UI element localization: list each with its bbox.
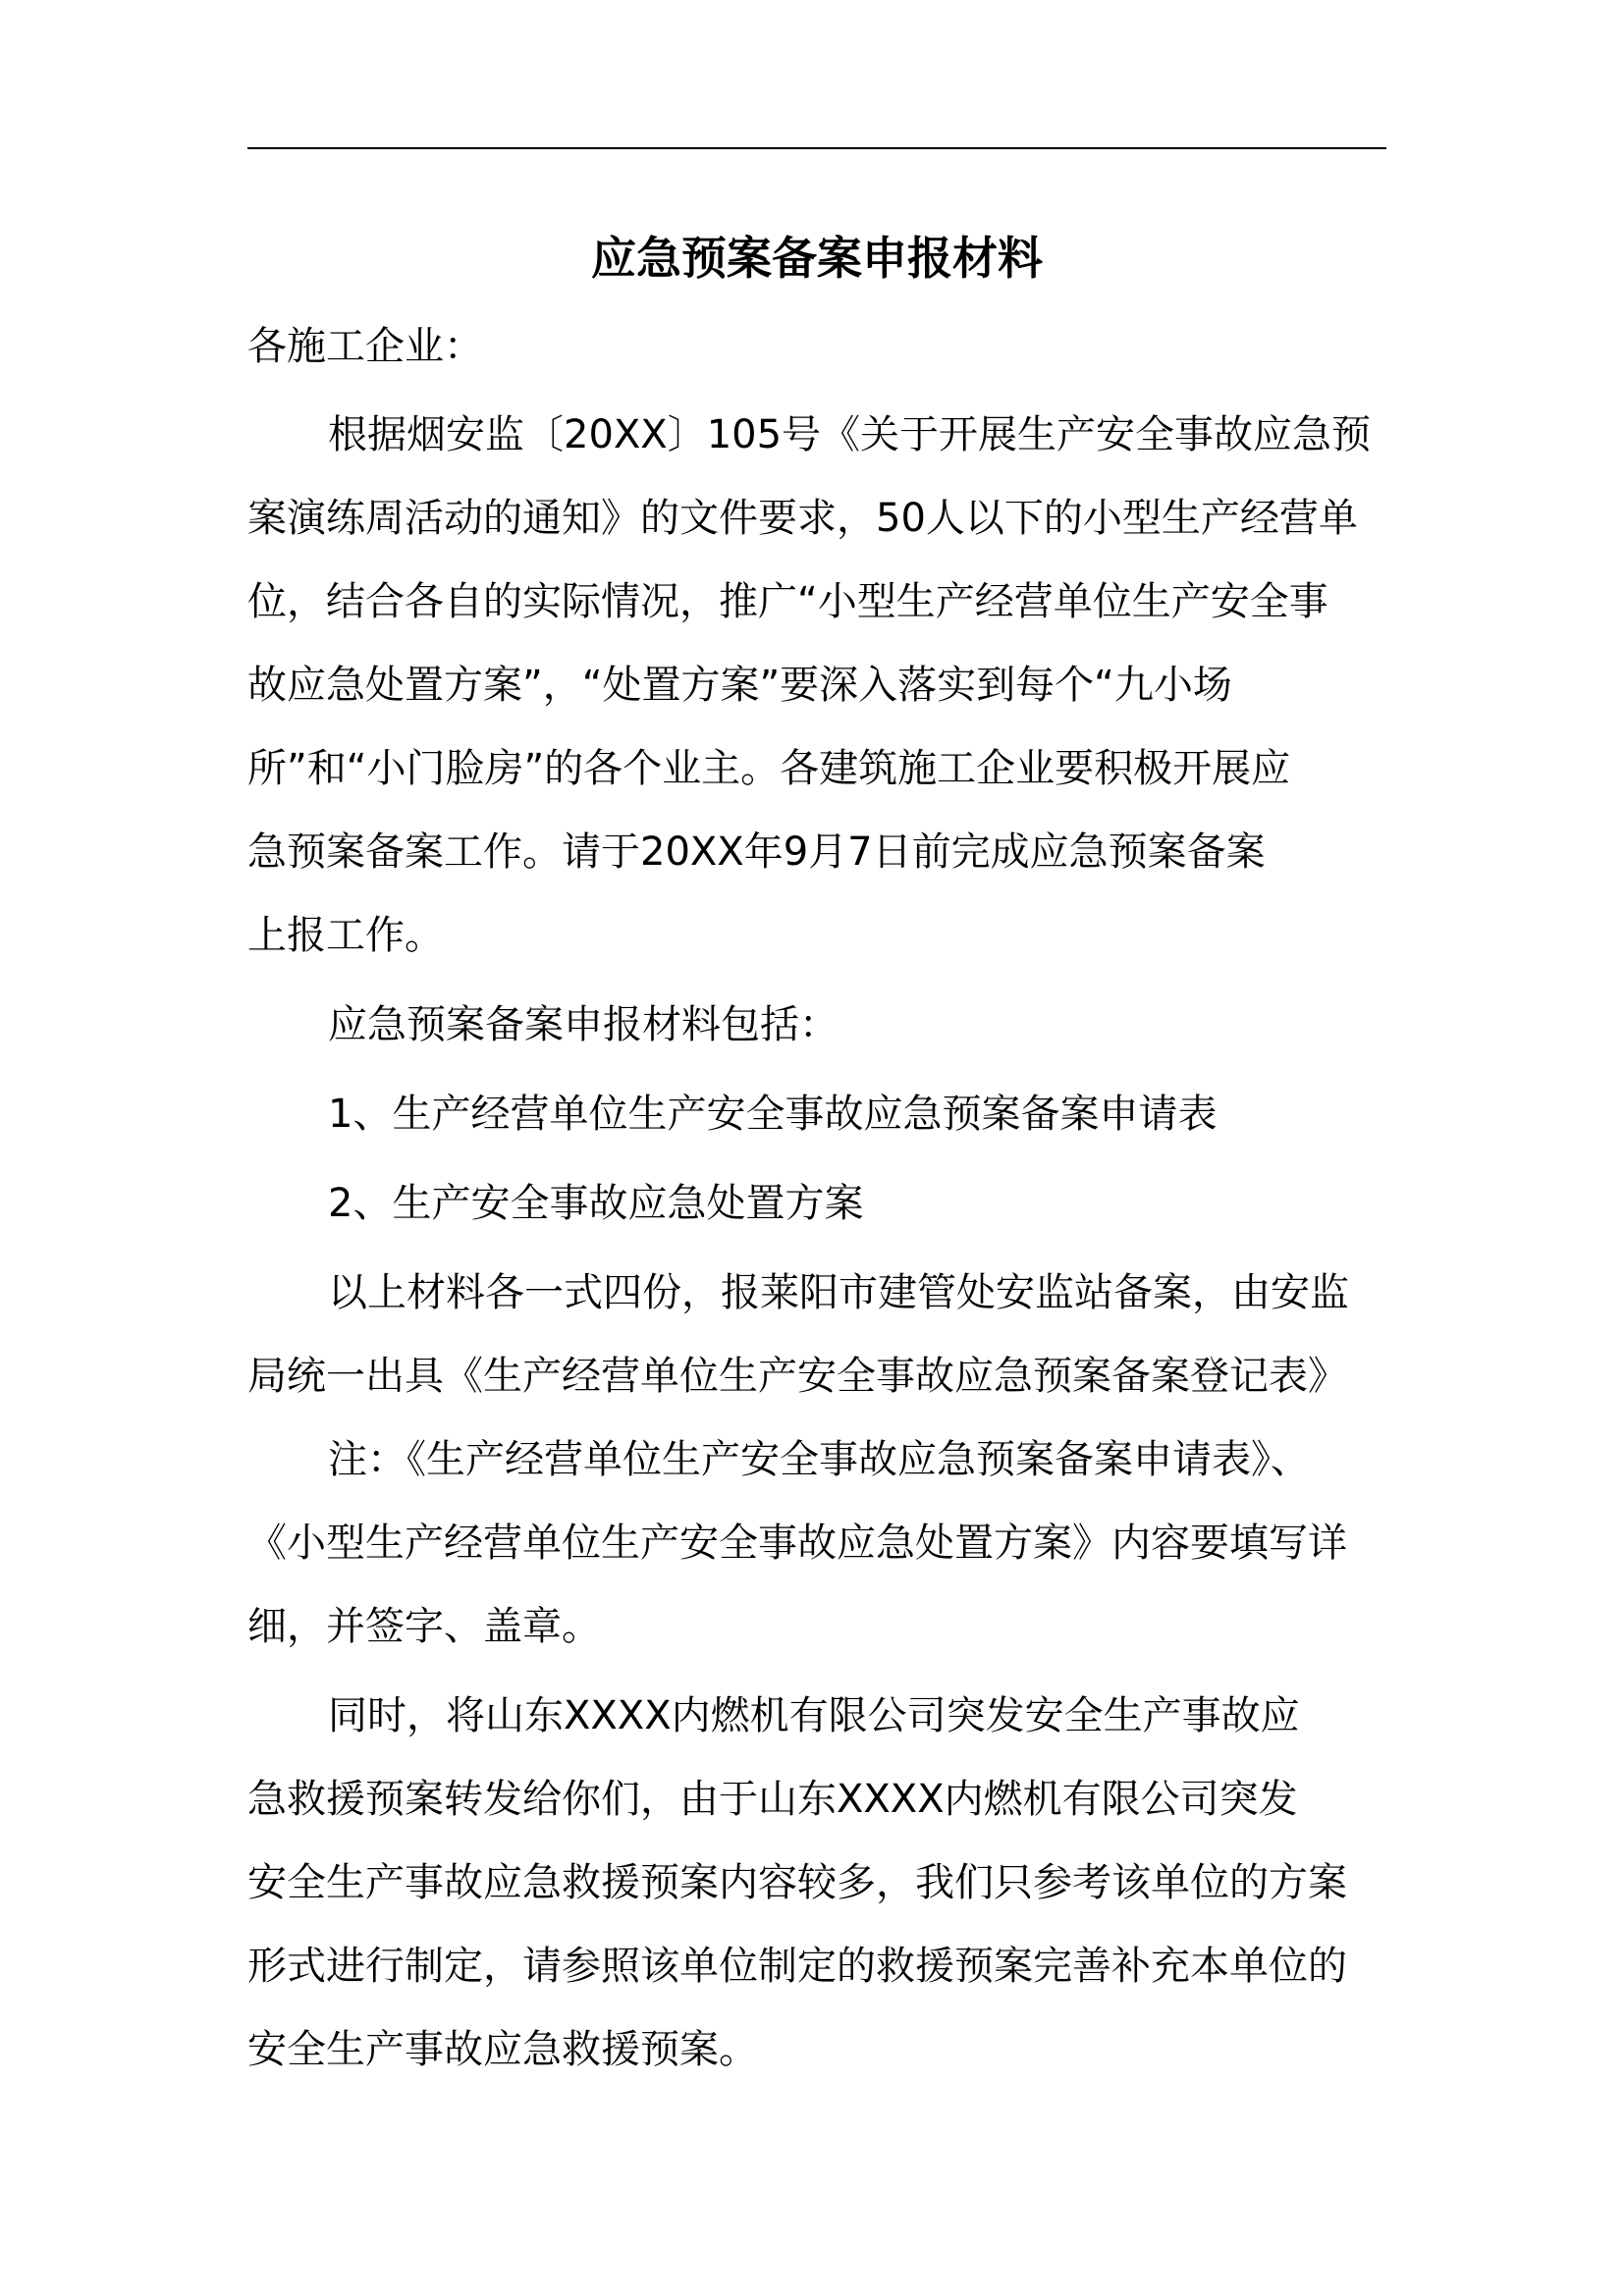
list-item: 1、生产经营单位生产安全事故应急预案备案申请表: [328, 1092, 1218, 1137]
body-line: 局统一出具《生产经营单位生产安全事故应急预案备案登记表》: [247, 1354, 1347, 1399]
body-line: 形式进行制定，请参照该单位制定的救援预案完善补充本单位的: [247, 1944, 1347, 1989]
body-line: 应急预案备案申报材料包括：: [328, 1002, 839, 1047]
body-line: 所”和“小门脸房”的各个业主。各建筑施工企业要积极开展应: [247, 746, 1291, 791]
note-line: 注：《生产经营单位生产安全事故应急预案备案申请表》、: [328, 1437, 1310, 1482]
body-line: 同时，将山东XXXX内燃机有限公司突发安全生产事故应: [328, 1693, 1300, 1738]
header-rule: [247, 147, 1386, 149]
body-line: 急预案备案工作。请于20XX年9月7日前完成应急预案备案: [247, 829, 1266, 875]
body-line: 安全生产事故应急救援预案。: [247, 2027, 758, 2072]
body-line: 故应急处置方案”，“处置方案”要深入落实到每个“九小场: [247, 663, 1232, 708]
salutation: 各施工企业：: [247, 324, 483, 369]
body-line: 位，结合各自的实际情况，推广“小型生产经营单位生产安全事: [247, 579, 1328, 624]
body-line: 急救援预案转发给你们，由于山东XXXX内燃机有限公司突发: [247, 1777, 1298, 1822]
body-line: 根据烟安监〔20XX〕105号《关于开展生产安全事故应急预: [328, 412, 1372, 457]
body-line: 案演练周活动的通知》的文件要求，50人以下的小型生产经营单: [247, 496, 1358, 541]
body-line: 以上材料各一式四份，报莱阳市建管处安监站备案，由安监: [328, 1270, 1349, 1315]
note-line: 细，并签字、盖章。: [247, 1604, 601, 1649]
body-line: 安全生产事故应急救援预案内容较多，我们只参考该单位的方案: [247, 1860, 1347, 1905]
list-item: 2、生产安全事故应急处置方案: [328, 1181, 864, 1226]
note-line: 《小型生产经营单位生产安全事故应急处置方案》内容要填写详: [247, 1521, 1347, 1566]
body-line: 上报工作。: [247, 913, 444, 958]
document-title: 应急预案备案申报材料: [591, 232, 1043, 285]
